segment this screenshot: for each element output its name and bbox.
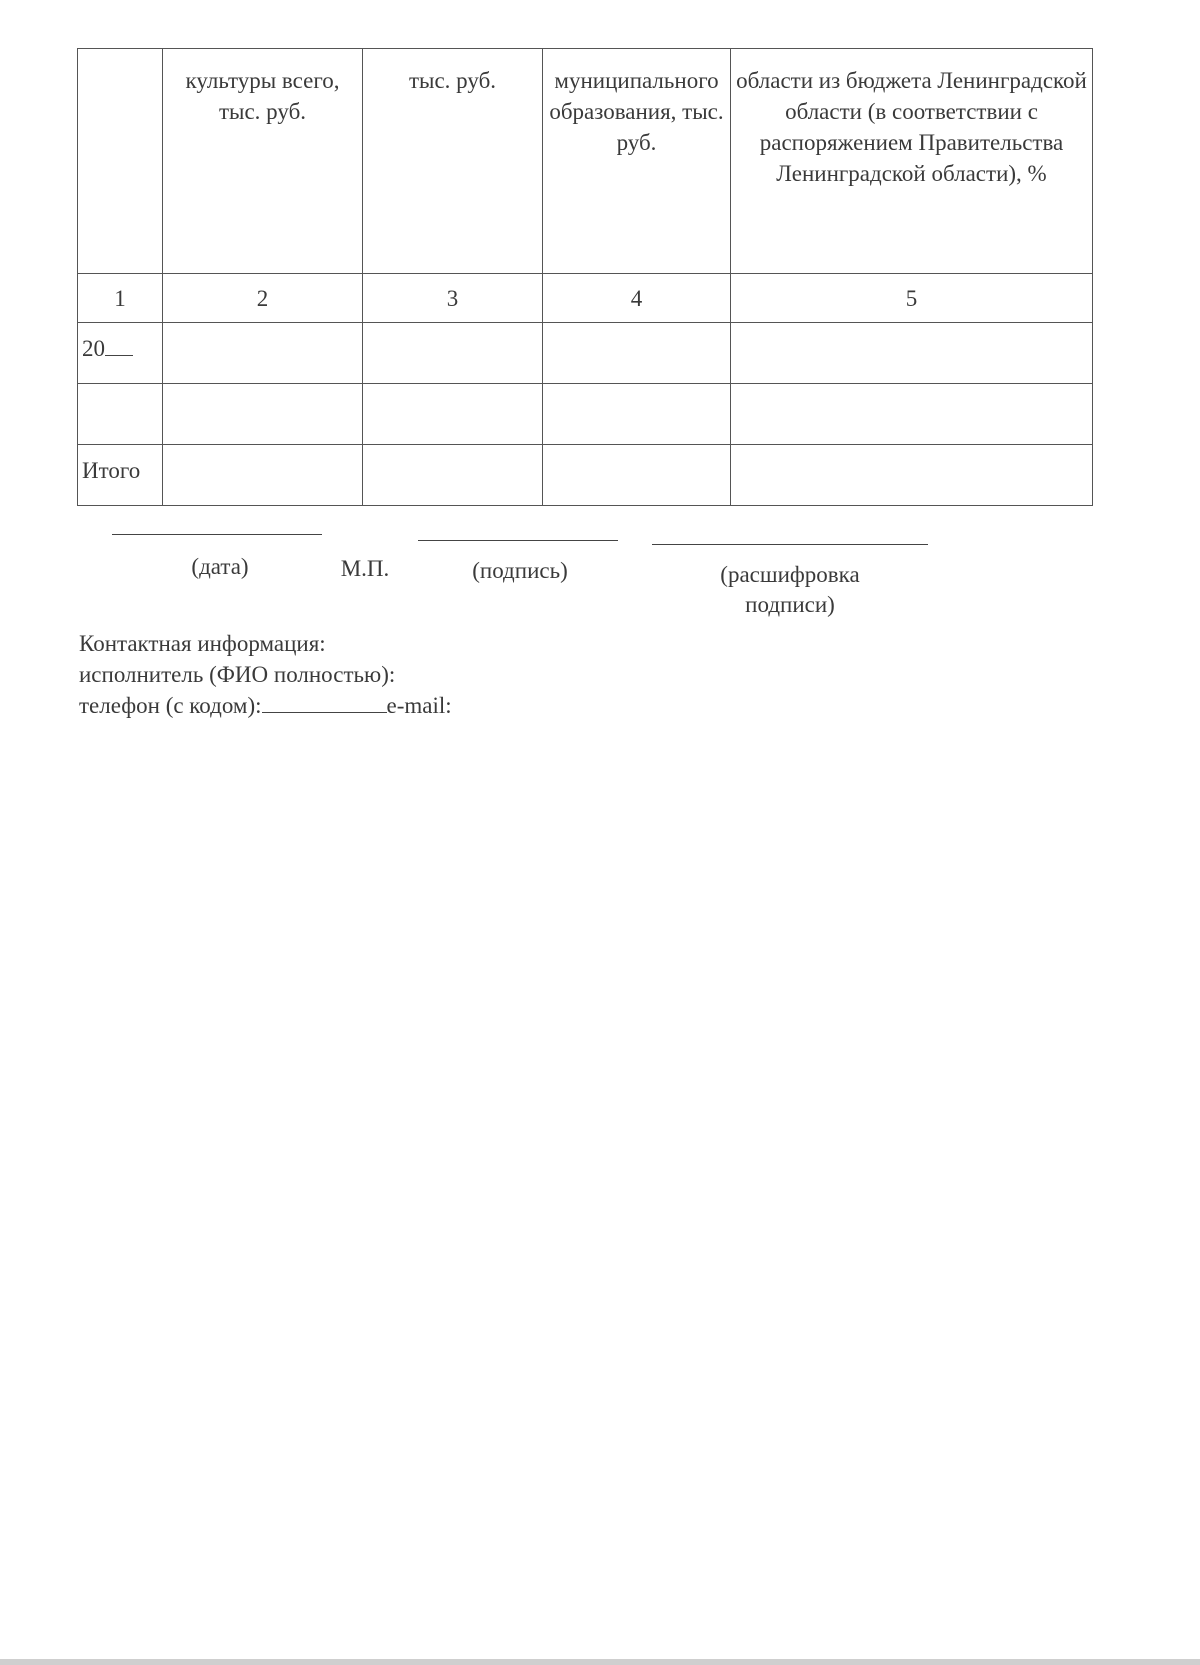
column-number-5: 5 — [731, 274, 1093, 323]
table-cell[interactable] — [363, 384, 543, 445]
table-row — [78, 323, 1093, 384]
table-cell[interactable] — [543, 323, 731, 384]
signature-line[interactable] — [418, 540, 618, 541]
table-cell[interactable] — [731, 445, 1093, 506]
table-cell[interactable] — [543, 445, 731, 506]
year-blank — [105, 335, 133, 356]
decoding-label: (расшифровка подписи) — [720, 562, 860, 617]
table-header-row — [78, 49, 1093, 274]
table-cell[interactable] — [731, 323, 1093, 384]
table-cell-year[interactable] — [78, 323, 163, 384]
contact-title: Контактная информация: — [79, 631, 326, 656]
column-number-row — [78, 274, 1093, 323]
table-cell[interactable] — [78, 384, 163, 445]
header-cell-5: области из бюджета Ленинградской области (в соответствии с распоряжением Правительства Ленинградской области), % — [731, 49, 1093, 274]
date-label: (дата) — [191, 554, 249, 579]
table-row — [78, 384, 1093, 445]
scan-edge — [0, 1659, 1200, 1665]
column-number-3: 3 — [363, 274, 543, 323]
date-line[interactable] — [112, 534, 322, 535]
table-row-total — [78, 445, 1093, 506]
phone-label: телефон (с кодом): — [79, 693, 262, 718]
header-cell-1 — [78, 49, 163, 274]
column-number-1: 1 — [78, 274, 163, 323]
stamp-label: М.П. — [340, 556, 390, 581]
decoding-line[interactable] — [652, 544, 928, 545]
signature-label: (подпись) — [472, 558, 568, 583]
phone-email-line — [79, 690, 452, 721]
header-cell-3: тыс. руб. — [363, 49, 543, 274]
header-cell-4: муниципального образования, тыс. руб. — [543, 49, 731, 274]
table-cell[interactable] — [543, 384, 731, 445]
year-prefix: 20 — [82, 336, 105, 361]
table-cell[interactable] — [731, 384, 1093, 445]
header-cell-2: культуры всего, тыс. руб. — [163, 49, 363, 274]
email-label: e-mail: — [386, 693, 452, 718]
executor-label: исполнитель (ФИО полностью): — [79, 662, 396, 687]
phone-field[interactable] — [262, 692, 387, 713]
column-number-2: 2 — [163, 274, 363, 323]
table-cell[interactable] — [363, 445, 543, 506]
table-cell[interactable] — [163, 445, 363, 506]
total-label: Итого — [78, 445, 163, 506]
table-cell[interactable] — [163, 323, 363, 384]
report-table — [77, 48, 1093, 506]
contact-block — [79, 628, 452, 721]
table-cell[interactable] — [363, 323, 543, 384]
column-number-4: 4 — [543, 274, 731, 323]
table-cell[interactable] — [163, 384, 363, 445]
